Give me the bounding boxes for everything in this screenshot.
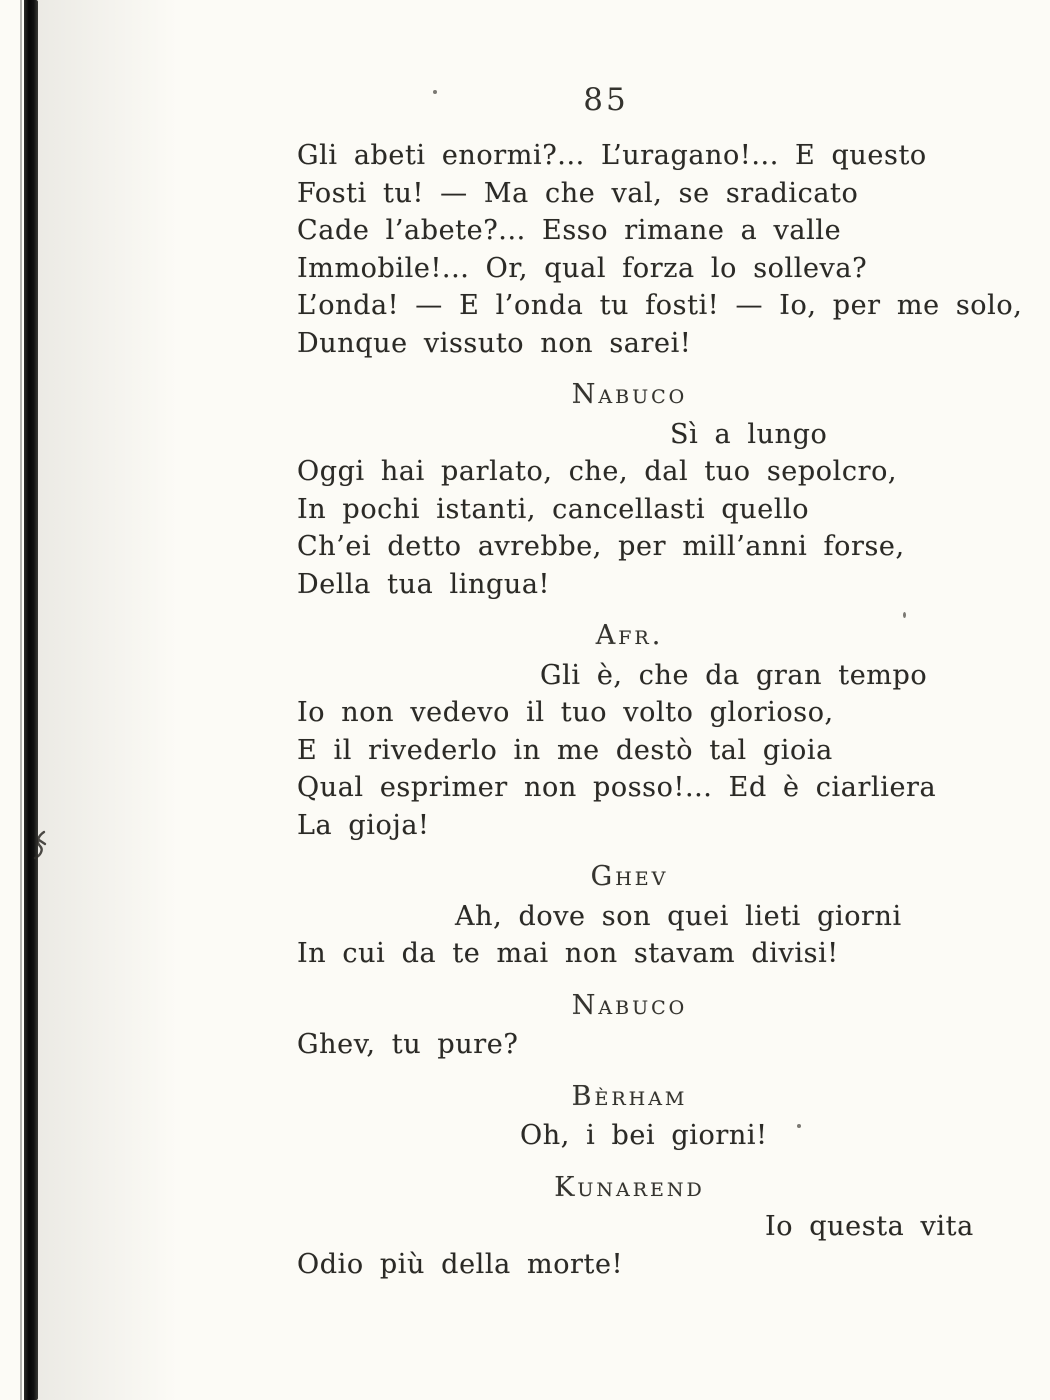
verse-block	[297, 1208, 974, 1283]
verse-block	[297, 1026, 962, 1064]
verse-line: Io non vedevo il tuo volto glorioso,	[297, 697, 834, 728]
verse-line: Ah, dove son quei lieti giorni	[455, 900, 902, 932]
book-binding-edge	[24, 0, 38, 1400]
verse-line: Dunque vissuto non sarei!	[297, 327, 692, 359]
verse-line: Della tua lingua!	[297, 568, 550, 600]
verse-line: In pochi istanti, cancellasti quello	[297, 493, 810, 525]
verse-line: Oggi hai parlato, che, dal tuo sepolcro,	[297, 456, 898, 487]
speck	[433, 90, 437, 94]
verse-line: Sì a lungo	[670, 418, 828, 450]
verse-line: Gli abeti enormi?... L’uragano!... E questo	[297, 140, 927, 171]
verse-line: E il rivederlo in me destò tal gioia	[297, 734, 833, 766]
verse-block	[297, 137, 1023, 362]
speaker-name: Kunarend	[554, 1171, 705, 1203]
verse-line: Cade l’abete?... Esso rimane a valle	[297, 215, 842, 246]
speaker-name: Ghev	[590, 861, 669, 892]
verse-line: Ch’ei detto avrebbe, per mill’anni forse,	[297, 531, 905, 562]
speaker-name: Afr.	[595, 620, 664, 651]
speaker-name: Nabuco	[571, 989, 688, 1021]
verse-line: Qual esprimer non posso!... Ed è ciarliera	[297, 772, 937, 803]
verse-line: In cui da te mai non stavam divisi!	[297, 938, 839, 969]
verse-line: Gli è, che da gran tempo	[540, 659, 928, 691]
verse-block	[297, 657, 962, 845]
ink-mark	[30, 830, 52, 860]
verse-line: Odio più della morte!	[297, 1248, 624, 1280]
verse-line: Fosti tu! — Ma che val, se sradicato	[297, 177, 859, 209]
verse-block	[297, 416, 962, 604]
verse-line: Ghev, tu pure?	[297, 1029, 519, 1060]
script-body	[297, 137, 1023, 1283]
verse-block	[297, 898, 962, 973]
verse-line: L’onda! — E l’onda tu fosti! — Io, per me solo,	[297, 290, 1023, 321]
page-gutter-shadow	[38, 0, 178, 1400]
verse-line: Io questa vita	[765, 1211, 974, 1242]
verse-line: La gioja!	[297, 809, 430, 841]
verse-line: Oh, i bei giorni!	[520, 1120, 768, 1151]
binding-hairline	[20, 0, 22, 1400]
speaker-name: Bèrham	[571, 1080, 688, 1112]
verse-line: Immobile!... Or, qual forza lo solleva?	[297, 252, 868, 284]
page-number: 85	[583, 82, 629, 118]
speaker-name: Nabuco	[571, 379, 688, 410]
verse-block	[297, 1117, 962, 1155]
